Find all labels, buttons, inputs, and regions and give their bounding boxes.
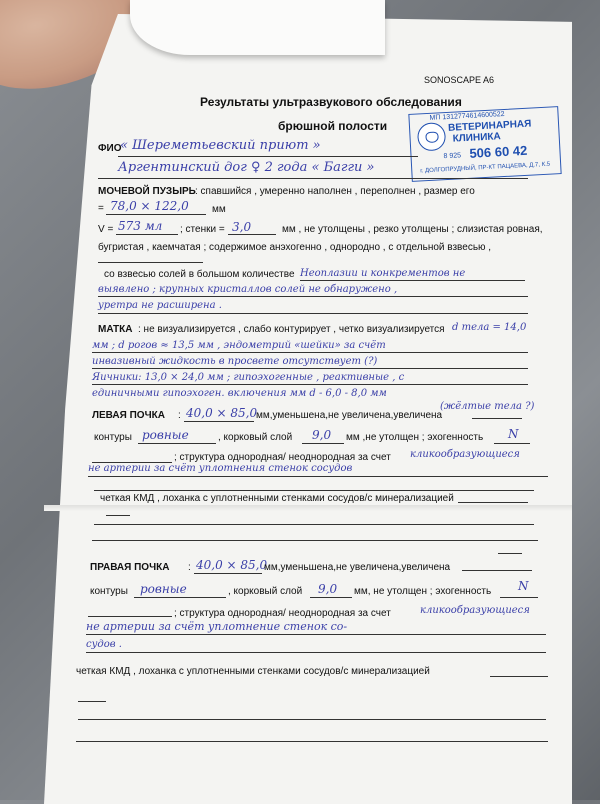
left-kidney-kmd-text: четкая КМД , лоханка с уплотненными стенками сосудов/с минерализацией	[100, 493, 454, 504]
right-kidney-label: ПРАВАЯ ПОЧКА	[90, 562, 170, 573]
bladder-blank-line	[98, 262, 203, 263]
left-kidney-kmd-blank	[458, 502, 528, 503]
left-kidney-cortex-underline	[302, 443, 344, 444]
left-kidney-size-value: 40,0 × 85,0	[186, 406, 258, 420]
fio-label: ФИО	[98, 143, 122, 154]
device-brand: SONOSCAPE A6	[424, 75, 495, 85]
left-kidney-line-b	[92, 540, 538, 541]
bladder-size-prefix: =	[98, 203, 104, 214]
report-subtitle: брюшной полости	[278, 119, 388, 133]
bladder-size-value: 78,0 × 122,0	[110, 199, 189, 213]
right-kidney-contour-underline	[134, 597, 226, 598]
bladder-note-3: уретра не расширена .	[98, 300, 222, 311]
bladder-note-underline-3	[98, 313, 528, 314]
bladder-line4: со взвесью солей в большом количестве	[104, 269, 295, 280]
folded-page-corner	[130, 0, 385, 55]
left-kidney-cortex-value: 9,0	[312, 428, 332, 442]
bladder-wall-label: ; стенки =	[180, 224, 225, 235]
right-kidney-structure-note: кликообразующиеся	[420, 605, 530, 616]
bladder-note-2: выявлено ; крупных кристаллов солей не обнаружено ,	[98, 284, 398, 295]
left-kidney-cortex-text: мм ,не утолщен ; эхогенность	[346, 432, 484, 443]
bladder-wall-value: 3,0	[232, 220, 252, 234]
left-kidney-echo-value: N	[508, 427, 519, 441]
clinic-stamp	[408, 106, 561, 182]
stamp-clinic-line2: КЛИНИКА	[452, 131, 501, 145]
right-kidney-cortex-underline	[310, 597, 352, 598]
bladder-text: : спавшийся , умеренно наполнен , переполнен , размер его	[195, 186, 475, 197]
stamp-phone: 506 60 42	[469, 142, 528, 161]
left-kidney-echo-underline	[494, 443, 530, 444]
uterus-note-3: инвазивный жидкость в просвете отсутствует (?)	[92, 356, 378, 367]
left-kidney-end-dash	[498, 553, 522, 554]
bladder-note-1: Неоплазии и конкрементов не	[300, 268, 466, 279]
bladder-size-unit: мм	[212, 204, 226, 215]
dog-logo-icon	[417, 122, 446, 151]
bladder-label: МОЧЕВОЙ ПУЗЫРЬ	[98, 186, 196, 197]
bladder-size-underline	[106, 214, 206, 215]
right-kidney-structure-text: ; структура однородная/ неоднородная за счет	[174, 608, 391, 619]
fio-line1: « Шереметьевский приют »	[120, 138, 321, 153]
right-kidney-kmd-blank	[490, 676, 548, 677]
right-kidney-kmd-text: четкая КМД , лоханка с уплотненными стенками сосудов/с минерализацией	[76, 666, 430, 677]
uterus-text: : не визуализируется , слабо контурирует , четко визуализируется	[138, 324, 445, 335]
uterus-underline-3	[92, 368, 528, 369]
right-kidney-cortex-text: мм, не утолщен ; эхогенность	[354, 586, 492, 597]
report-title: Результаты ультразвукового обследования	[200, 95, 462, 109]
left-kidney-short-dash	[106, 515, 130, 516]
bladder-v-label: V =	[98, 224, 114, 235]
uterus-underline-2	[92, 352, 528, 353]
left-kidney-size-prefix: :	[178, 410, 181, 421]
right-kidney-structure-note-2: не артерии за счёт уплотнение стенок со-	[86, 620, 348, 633]
uterus-note-2: мм ; d рогов ≈ 13,5 мм , эндометрий «шейки» за счёт	[92, 340, 386, 351]
bladder-volume-underline	[116, 234, 178, 235]
right-kidney-size-prefix: :	[188, 562, 191, 573]
right-kidney-echo-underline	[500, 597, 538, 598]
right-kidney-blank-line	[86, 652, 546, 653]
right-kidney-structure-note-3: судов .	[86, 639, 122, 650]
uterus-underline-4	[92, 384, 528, 385]
left-kidney-size-blank	[472, 418, 522, 419]
bladder-note-underline-1	[300, 280, 525, 281]
uterus-note-4: Яичники: 13,0 × 24,0 мм ; гипоэхогенные , реактивные , с	[92, 372, 405, 383]
right-kidney-contour-value: ровные	[140, 582, 187, 596]
right-kidney-line-b	[76, 741, 548, 742]
uterus-note-5: единичными гипоэхоген. включения мм d - 6,0 - 8,0 мм	[92, 388, 387, 399]
bladder-wall-underline	[228, 234, 276, 235]
left-kidney-size-text: мм,уменьшена,не увеличена,увеличена	[256, 410, 443, 421]
right-kidney-size-value: 40,0 × 85,0	[196, 558, 268, 572]
bladder-wall-text: мм , не утолщены , резко утолщены ; слизистая ровная,	[282, 224, 543, 235]
left-kidney-structure-text: ; структура однородная/ неоднородная за счет	[174, 452, 391, 463]
stamp-clinic-line1: ВЕТЕРИНАРНАЯ	[447, 118, 532, 134]
right-kidney-size-blank	[462, 570, 532, 571]
left-kidney-contour-underline	[138, 443, 216, 444]
paper-fold	[44, 505, 572, 511]
stamp-code: МП 1312774614600522	[429, 110, 505, 122]
left-kidney-structure-note: кликообразующиеся	[410, 449, 520, 460]
right-kidney-cortex-label: , корковый слой	[228, 586, 303, 597]
right-kidney-contour-label: контуры	[90, 586, 128, 597]
right-kidney-echo-value: N	[518, 579, 529, 593]
right-kidney-short-dash	[78, 701, 106, 702]
right-kidney-size-underline	[194, 573, 262, 574]
left-kidney-contour-label: контуры	[94, 432, 132, 443]
right-kidney-cortex-value: 9,0	[318, 582, 338, 596]
uterus-note-6: (жёлтые тела ?)	[440, 401, 535, 412]
bladder-volume: 573 мл	[118, 219, 163, 233]
stamp-address: г. ДОЛГОПРУДНЫЙ, ПР-КТ ПАЦАЕВА, Д.7, К.5	[420, 161, 551, 175]
left-kidney-blank-line	[94, 490, 534, 491]
bladder-note-underline-2	[98, 296, 528, 297]
bladder-line3: бугристая , каемчатая ; содержимое анэхогенно , однородно , с отдельной взвесью ,	[98, 242, 492, 253]
left-kidney-line-a	[94, 524, 534, 525]
stamp-phone-prefix: 8 925	[443, 152, 462, 161]
left-kidney-cortex-label: , корковый слой	[218, 432, 293, 443]
right-kidney-structure-blank	[88, 616, 172, 617]
right-kidney-size-text: мм,уменьшена,не увеличена,увеличена	[264, 562, 451, 573]
fio-line2: Аргентинский дог ♀ 2 года « Багги »	[118, 160, 375, 175]
left-kidney-label: ЛЕВАЯ ПОЧКА	[92, 410, 165, 421]
left-kidney-structure-underline	[88, 476, 548, 477]
fio-underline-2	[98, 178, 528, 179]
uterus-note-1: d тела = 14,0	[452, 322, 527, 333]
left-kidney-size-underline	[184, 421, 254, 422]
uterus-label: МАТКА	[98, 324, 133, 335]
fio-underline-1	[118, 156, 418, 157]
left-kidney-structure-note-2: не артерии за счёт уплотнения стенок сосудов	[88, 463, 353, 474]
left-kidney-contour-value: ровные	[142, 428, 189, 442]
right-kidney-structure-underline	[86, 634, 546, 635]
right-kidney-line-a	[78, 719, 546, 720]
